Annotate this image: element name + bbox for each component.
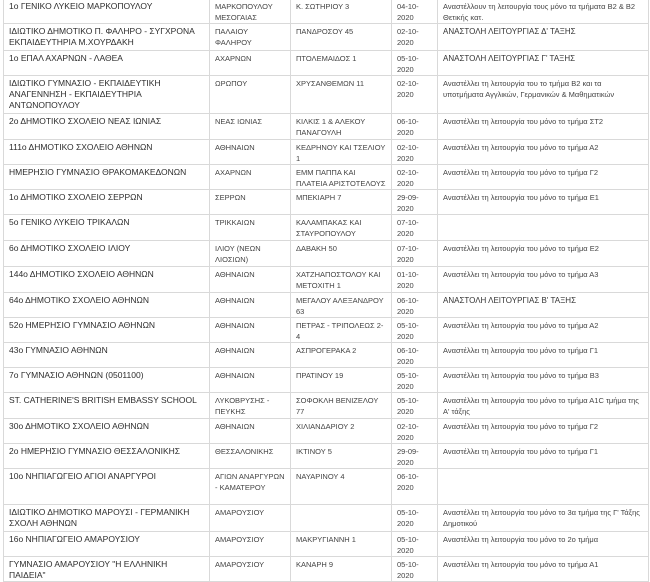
table-row [4,505,649,532]
address-cell: ΜΠΕΚΙΑΡΗ 7 [291,190,392,215]
table-row [4,190,649,215]
school-name-cell: ΙΔΙΩΤΙΚΟ ΔΗΜΟΤΙΚΟ ΜΑΡΟΥΣΙ - ΓΕΡΜΑΝΙΚΗ ΣΧΟΛΗ ΑΘΗΝΩΝ [4,505,210,532]
address-cell: ΠΡΑΤΙΝΟΥ 19 [291,368,392,393]
note-cell: ΑΝΑΣΤΟΛΗ ΛΕΙΤΟΥΡΓΙΑΣ Β' ΤΑΞΗΣ [438,293,649,318]
school-name-cell: 30ο ΔΗΜΟΤΙΚΟ ΣΧΟΛΕΙΟ ΑΘΗΝΩΝ [4,419,210,444]
municipality-cell: ΑΘΗΝΑΙΩΝ [210,293,291,318]
address-cell: ΣΟΦΟΚΛΗ ΒΕΝΙΖΕΛΟΥ 77 [291,393,392,419]
table-row [4,165,649,190]
municipality-cell: ΑΓΙΩΝ ΑΝΑΡΓΥΡΩΝ - ΚΑΜΑΤΕΡΟΥ [210,469,291,505]
date-cell: 05-10-2020 [392,393,438,419]
school-name-cell: 1ο ΕΠΑΛ ΑΧΑΡΝΩΝ - ΛΑΘΕΑ [4,51,210,76]
school-name-cell: ΙΔΙΩΤΙΚΟ ΔΗΜΟΤΙΚΟ Π. ΦΑΛΗΡΟ - ΣΥΓΧΡΟΝΑ ΕΚΠΑΙΔΕΥΤΗΡΙΑ Μ.ΧΟΥΡΔΑΚΗ [4,24,210,51]
note-cell: Αναστέλλει τη λειτουργία του μόνο το τμήμα Α3 [438,267,649,293]
school-name-cell: 111ο ΔΗΜΟΤΙΚΟ ΣΧΟΛΕΙΟ ΑΘΗΝΩΝ [4,140,210,165]
note-cell: Αναστέλλει τη λειτουργία του το τμήμα Β2 και τα υποτμήματα Αγγλικών, Γερμανικών & Μαθηματικών [438,76,649,114]
date-cell: 01-10-2020 [392,267,438,293]
municipality-cell: ΩΡΩΠΟΥ [210,76,291,114]
address-cell: ΠΕΤΡΑΣ - ΤΡΙΠΟΛΕΩΣ 2-4 [291,318,392,343]
note-cell: Αναστέλλει τη λειτουργία του μόνο το τμήμα Β3 [438,368,649,393]
municipality-cell: ΠΑΛΑΙΟΥ ΦΑΛΗΡΟΥ [210,24,291,51]
municipality-cell: ΑΧΑΡΝΩΝ [210,51,291,76]
address-cell: Κ. ΣΩΤΗΡΙΟΥ 3 [291,0,392,24]
school-name-cell: ST. CATHERINE'S BRITISH EMBASSY SCHOOL [4,393,210,419]
date-cell: 07-10-2020 [392,241,438,267]
table-row [4,215,649,241]
note-cell: ΑΝΑΣΤΟΛΗ ΛΕΙΤΟΥΡΓΙΑΣ Γ' ΤΑΞΗΣ [438,51,649,76]
school-name-cell: ΓΥΜΝΑΣΙΟ ΑΜΑΡΟΥΣΙΟΥ "Η ΕΛΛΗΝΙΚΗ ΠΑΙΔΕΙΑ" [4,557,210,582]
table-row [4,241,649,267]
address-cell: ΠΤΟΛΕΜΑΙΔΟΣ 1 [291,51,392,76]
note-cell: Αναστέλλει τη λειτουργία του μόνο το τμήμα ΣΤ2 [438,114,649,140]
table-row [4,532,649,557]
municipality-cell: ΑΘΗΝΑΙΩΝ [210,318,291,343]
date-cell: 02-10-2020 [392,76,438,114]
address-cell: ΚΑΝΑΡΗ 9 [291,557,392,582]
note-cell: Αναστέλλει τη λειτουργία του μόνο το τμήμα Ε1 [438,190,649,215]
table-row [4,318,649,343]
municipality-cell: ΤΡΙΚΚΑΙΩΝ [210,215,291,241]
date-cell: 06-10-2020 [392,293,438,318]
school-name-cell: 64ο ΔΗΜΟΤΙΚΟ ΣΧΟΛΕΙΟ ΑΘΗΝΩΝ [4,293,210,318]
address-cell: ΚΕΔΡΗΝΟΥ ΚΑΙ ΤΣΕΛΙΟΥ 1 [291,140,392,165]
date-cell: 29-09-2020 [392,190,438,215]
municipality-cell: ΑΘΗΝΑΙΩΝ [210,267,291,293]
note-cell: Αναστέλλει τη λειτουργία του μόνο το τμήμα Γ1 [438,343,649,368]
date-cell: 05-10-2020 [392,532,438,557]
note-cell: ΑΝΑΣΤΟΛΗ ΛΕΙΤΟΥΡΓΙΑΣ Δ' ΤΑΞΗΣ [438,24,649,51]
date-cell: 07-10-2020 [392,215,438,241]
municipality-cell: ΑΜΑΡΟΥΣΙΟΥ [210,532,291,557]
municipality-cell: ΑΘΗΝΑΙΩΝ [210,343,291,368]
date-cell: 06-10-2020 [392,114,438,140]
address-cell: ΔΑΒΑΚΗ 50 [291,241,392,267]
note-cell: Αναστέλλει τη λειτουργία του μόνο το τμήμα Α1C τμήμα της Α' τάξης [438,393,649,419]
note-cell: Αναστέλλει τη λειτουργία του μόνο το 2ο τμήμα [438,532,649,557]
date-cell: 05-10-2020 [392,505,438,532]
school-name-cell: 2ο ΗΜΕΡΗΣΙΟ ΓΥΜΝΑΣΙΟ ΘΕΣΣΑΛΟΝΙΚΗΣ [4,444,210,469]
municipality-cell: ΛΥΚΟΒΡΥΣΗΣ - ΠΕΥΚΗΣ [210,393,291,419]
school-name-cell: 5ο ΓΕΝΙΚΟ ΛΥΚΕΙΟ ΤΡΙΚΑΛΩΝ [4,215,210,241]
address-cell: ΧΡΥΣΑΝΘΕΜΩΝ 11 [291,76,392,114]
table-row [4,293,649,318]
municipality-cell: ΑΜΑΡΟΥΣΙΟΥ [210,505,291,532]
table-row [4,267,649,293]
address-cell [291,505,392,532]
date-cell: 05-10-2020 [392,318,438,343]
municipality-cell: ΑΜΑΡΟΥΣΙΟΥ [210,557,291,582]
table-row [4,444,649,469]
municipality-cell: ΣΕΡΡΩΝ [210,190,291,215]
note-cell [438,215,649,241]
date-cell: 02-10-2020 [392,165,438,190]
municipality-cell: ΙΛΙΟΥ (ΝΕΩΝ ΛΙΟΣΙΩΝ) [210,241,291,267]
date-cell: 04-10-2020 [392,0,438,24]
date-cell: 02-10-2020 [392,419,438,444]
address-cell: ΧΑΤΖΗΑΠΟΣΤΟΛΟΥ ΚΑΙ ΜΕΤΟΧΙΤΗ 1 [291,267,392,293]
address-cell: ΜΕΓΑΛΟΥ ΑΛΕΞΑΝΔΡΟΥ 63 [291,293,392,318]
table-row [4,76,649,114]
address-cell: ΠΑΝΔΡΟΣΟΥ 45 [291,24,392,51]
municipality-cell: ΑΘΗΝΑΙΩΝ [210,140,291,165]
note-cell: Αναστέλλει τη λειτουργία του μόνο το 3α τμήμα της Γ' Τάξης Δημοτικού [438,505,649,532]
table-row [4,0,649,24]
school-name-cell: 144ο ΔΗΜΟΤΙΚΟ ΣΧΟΛΕΙΟ ΑΘΗΝΩΝ [4,267,210,293]
table-row [4,24,649,51]
school-name-cell: 1ο ΓΕΝΙΚΟ ΛΥΚΕΙΟ ΜΑΡΚΟΠΟΥΛΟΥ [4,0,210,24]
date-cell: 05-10-2020 [392,51,438,76]
municipality-cell: ΘΕΣΣΑΛΟΝΙΚΗΣ [210,444,291,469]
table-row [4,114,649,140]
date-cell: 05-10-2020 [392,557,438,582]
note-cell: Αναστέλλει τη λειτουργία του μόνο το τμήμα Ε2 [438,241,649,267]
address-cell: ΚΙΛΚΙΣ 1 & ΑΛΕΚΟΥ ΠΑΝΑΓΟΥΛΗ [291,114,392,140]
address-cell: ΜΑΚΡΥΓΙΑΝΝΗ 1 [291,532,392,557]
note-cell: Αναστέλλει τη λειτουργία του μόνο το τμήμα Α2 [438,140,649,165]
school-closures-table [3,0,649,582]
date-cell: 29-09-2020 [392,444,438,469]
address-cell: ΕΜΜ ΠΑΠΠΑ ΚΑΙ ΠΛΑΤΕΙΑ ΑΡΙΣΤΟΤΕΛΟΥΣ [291,165,392,190]
table-body [4,0,649,582]
school-name-cell: 52ο ΗΜΕΡΗΣΙΟ ΓΥΜΝΑΣΙΟ ΑΘΗΝΩΝ [4,318,210,343]
school-name-cell: 10ο ΝΗΠΙΑΓΩΓΕΙΟ ΑΓΙΟΙ ΑΝΑΡΓΥΡΟΙ [4,469,210,505]
school-name-cell: ΙΔΙΩΤΙΚΟ ΓΥΜΝΑΣΙΟ - ΕΚΠΑΙΔΕΥΤΙΚΗ ΑΝΑΓΕΝΝΗΣΗ - ΕΚΠΑΙΔΕΥΤΗΡΙΑ ΑΝΤΩΝΟΠΟΥΛΟΥ [4,76,210,114]
table-row [4,419,649,444]
table-row [4,393,649,419]
address-cell: ΚΑΛΑΜΠΑΚΑΣ ΚΑΙ ΣΤΑΥΡΟΠΟΥΛΟΥ [291,215,392,241]
note-cell: Αναστέλλει τη λειτουργία του μόνο το τμήμα Α1 [438,557,649,582]
note-cell: Αναστέλλει τη λειτουργία του μόνο το τμήμα Γ1 [438,444,649,469]
note-cell: Αναστέλλει τη λειτουργία του μόνο το τμήμα Α2 [438,318,649,343]
date-cell: 02-10-2020 [392,140,438,165]
school-name-cell: ΗΜΕΡΗΣΙΟ ΓΥΜΝΑΣΙΟ ΘΡΑΚΟΜΑΚΕΔΟΝΩΝ [4,165,210,190]
table-row [4,51,649,76]
municipality-cell: ΜΑΡΚΟΠΟΥΛΟΥ ΜΕΣΟΓΑΙΑΣ [210,0,291,24]
date-cell: 02-10-2020 [392,24,438,51]
municipality-cell: ΑΘΗΝΑΙΩΝ [210,368,291,393]
address-cell: ΧΙΛΙΑΝΔΑΡΙΟΥ 2 [291,419,392,444]
table-row [4,469,649,505]
table-row [4,557,649,582]
note-cell: Αναστέλλουν τη λειτουργία τους μόνο τα τμήματα Β2 & Β2 Θετικής κατ. [438,0,649,24]
municipality-cell: ΑΧΑΡΝΩΝ [210,165,291,190]
note-cell: Αναστέλλει τη λειτουργία του μόνο το τμήμα Γ2 [438,165,649,190]
address-cell: ΝΑΥΑΡΙΝΟΥ 4 [291,469,392,505]
school-name-cell: 1ο ΔΗΜΟΤΙΚΟ ΣΧΟΛΕΙΟ ΣΕΡΡΩΝ [4,190,210,215]
municipality-cell: ΝΕΑΣ ΙΩΝΙΑΣ [210,114,291,140]
note-cell: Αναστέλλει τη λειτουργία του μόνο το τμήμα Γ2 [438,419,649,444]
date-cell: 06-10-2020 [392,469,438,505]
address-cell: ΙΚΤΙΝΟΥ 5 [291,444,392,469]
address-cell: ΑΣΠΡΟΓΕΡΑΚΑ 2 [291,343,392,368]
school-name-cell: 6ο ΔΗΜΟΤΙΚΟ ΣΧΟΛΕΙΟ ΙΛΙΟΥ [4,241,210,267]
table-row [4,368,649,393]
date-cell: 06-10-2020 [392,343,438,368]
municipality-cell: ΑΘΗΝΑΙΩΝ [210,419,291,444]
school-name-cell: 16ο ΝΗΠΙΑΓΩΓΕΙΟ ΑΜΑΡΟΥΣΙΟΥ [4,532,210,557]
school-name-cell: 7ο ΓΥΜΝΑΣΙΟ ΑΘΗΝΩΝ (0501100) [4,368,210,393]
table-row [4,343,649,368]
table-row [4,140,649,165]
school-name-cell: 43ο ΓΥΜΝΑΣΙΟ ΑΘΗΝΩΝ [4,343,210,368]
note-cell [438,469,649,505]
school-name-cell: 2ο ΔΗΜΟΤΙΚΟ ΣΧΟΛΕΙΟ ΝΕΑΣ ΙΩΝΙΑΣ [4,114,210,140]
date-cell: 05-10-2020 [392,368,438,393]
